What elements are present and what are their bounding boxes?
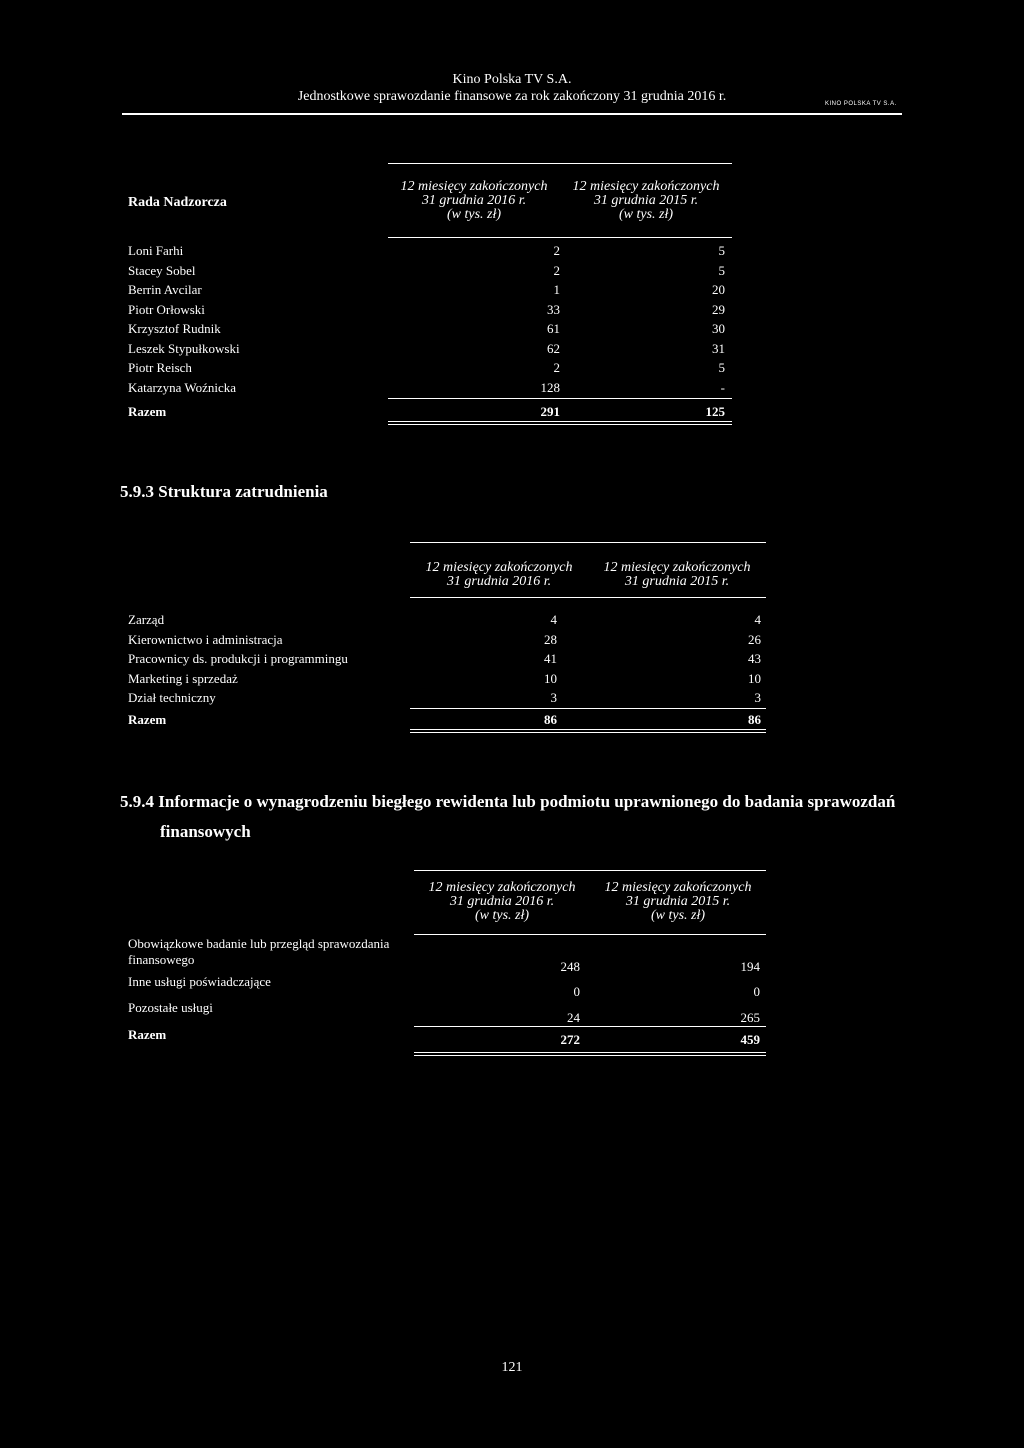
board-table-top-rule xyxy=(388,163,732,164)
report-title: Jednostkowe sprawozdanie finansowe za rok zakończony 31 grudnia 2016 r. xyxy=(297,89,727,104)
auditor-header-rule xyxy=(414,934,766,935)
board-member-name: Stacey Sobel xyxy=(128,263,196,278)
board-value-2015: 31 xyxy=(712,341,725,356)
auditor-total-2015: 459 xyxy=(740,1032,760,1047)
auditor-row-label-cont: finansowego xyxy=(128,952,195,967)
board-value-2016: 33 xyxy=(547,302,560,317)
board-member-name: Berrin Avcilar xyxy=(128,282,202,297)
employment-category: Dział techniczny xyxy=(128,690,216,705)
board-total-label: Razem xyxy=(128,404,167,419)
employment-total-2016: 86 xyxy=(544,712,557,727)
board-header-rule xyxy=(388,237,732,238)
employment-value-2016: 41 xyxy=(544,651,557,666)
board-value-2015: 30 xyxy=(712,321,725,336)
employment-value-2016: 28 xyxy=(544,632,557,647)
board-double-rule xyxy=(388,421,732,425)
board-member-name: Loni Farhi xyxy=(128,243,184,258)
employment-double-rule xyxy=(410,729,766,733)
board-value-2015: 20 xyxy=(712,282,725,297)
employment-value-2015: 4 xyxy=(754,612,761,627)
employment-table-top-rule xyxy=(410,542,766,543)
board-value-2016: 2 xyxy=(553,360,560,375)
employment-value-2015: 3 xyxy=(754,690,761,705)
auditor-row-label: Inne usługi poświadczające xyxy=(128,974,271,989)
employment-value-2016: 3 xyxy=(550,690,557,705)
board-total-2016: 291 xyxy=(540,404,560,419)
auditor-total-rule xyxy=(414,1026,766,1027)
board-member-name: Leszek Stypułkowski xyxy=(128,341,240,356)
board-value-2015: 5 xyxy=(718,263,725,278)
board-member-name: Krzysztof Rudnik xyxy=(128,321,221,336)
auditor-total-2016: 272 xyxy=(560,1032,580,1047)
auditor-section-title: 5.9.4 Informacje o wynagrodzeniu biegłego rewidenta lub podmiotu uprawnionego do badania sprawozdań xyxy=(120,792,896,811)
employment-header-rule xyxy=(410,597,766,598)
board-value-2015: - xyxy=(720,380,725,395)
board-total-2015: 125 xyxy=(705,404,725,419)
auditor-row-value-2016: 0 xyxy=(573,984,580,999)
employment-total-label: Razem xyxy=(128,712,167,727)
employment-category: Pracownicy ds. produkcji i programmingu xyxy=(128,651,348,666)
board-member-name: Piotr Orłowski xyxy=(128,302,205,317)
auditor-row-label: Obowiązkowe badanie lub przegląd sprawozdania xyxy=(128,936,390,951)
auditor-double-rule xyxy=(414,1052,766,1056)
auditor-row-label: Pozostałe usługi xyxy=(128,1000,213,1015)
auditor-row-value-2015: 265 xyxy=(740,1010,760,1025)
employment-col-2015-header: 12 miesięcy zakończonych 31 grudnia 2015 r. xyxy=(603,560,751,589)
board-value-2016: 61 xyxy=(547,321,560,336)
board-value-2016: 128 xyxy=(540,380,560,395)
board-value-2016: 2 xyxy=(553,243,560,258)
auditor-row-value-2015: 194 xyxy=(740,959,760,974)
board-value-2016: 2 xyxy=(553,263,560,278)
employment-col-2016-header: 12 miesięcy zakończonych 31 grudnia 2016 r. xyxy=(425,560,573,589)
employment-total-2015: 86 xyxy=(748,712,761,727)
header-rule xyxy=(122,113,902,115)
board-member-name: Piotr Reisch xyxy=(128,360,192,375)
page-number: 121 xyxy=(501,1360,523,1375)
auditor-row-value-2016: 24 xyxy=(567,1010,580,1025)
employment-value-2015: 43 xyxy=(748,651,761,666)
board-col-2015-header: 12 miesięcy zakończonych 31 grudnia 2015 r. (w tys. zł) xyxy=(572,179,720,222)
employment-value-2016: 4 xyxy=(550,612,557,627)
auditor-row-value-2016: 248 xyxy=(560,959,580,974)
employment-category: Marketing i sprzedaż xyxy=(128,671,238,686)
board-value-2016: 62 xyxy=(547,341,560,356)
auditor-row-value-2015: 0 xyxy=(753,984,760,999)
auditor-col-2015-header: 12 miesięcy zakończonych 31 grudnia 2015 r. (w tys. zł) xyxy=(604,880,752,923)
employment-value-2015: 10 xyxy=(748,671,761,686)
auditor-section-title-cont: finansowych xyxy=(160,822,251,841)
employment-total-rule xyxy=(410,708,766,709)
board-value-2015: 5 xyxy=(718,360,725,375)
board-total-rule xyxy=(388,398,732,399)
employment-category: Kierownictwo i administracja xyxy=(128,632,283,647)
employment-value-2015: 26 xyxy=(748,632,761,647)
auditor-col-2016-header: 12 miesięcy zakończonych 31 grudnia 2016 r. (w tys. zł) xyxy=(428,880,576,923)
employment-value-2016: 10 xyxy=(544,671,557,686)
board-value-2015: 5 xyxy=(718,243,725,258)
employment-category: Zarząd xyxy=(128,612,165,627)
company-logo: KINO POLSKA TV S.A. xyxy=(825,101,897,107)
board-member-name: Katarzyna Woźnicka xyxy=(128,380,237,395)
board-col-2016-header: 12 miesięcy zakończonych 31 grudnia 2016 r. (w tys. zł) xyxy=(400,179,548,222)
auditor-total-label: Razem xyxy=(128,1027,167,1042)
board-value-2015: 29 xyxy=(712,302,725,317)
board-table-title: Rada Nadzorcza xyxy=(128,195,227,210)
company-name: Kino Polska TV S.A. xyxy=(452,72,572,87)
employment-section-title: 5.9.3 Struktura zatrudnienia xyxy=(120,482,328,501)
board-value-2016: 1 xyxy=(553,282,560,297)
auditor-table-top-rule xyxy=(414,870,766,871)
